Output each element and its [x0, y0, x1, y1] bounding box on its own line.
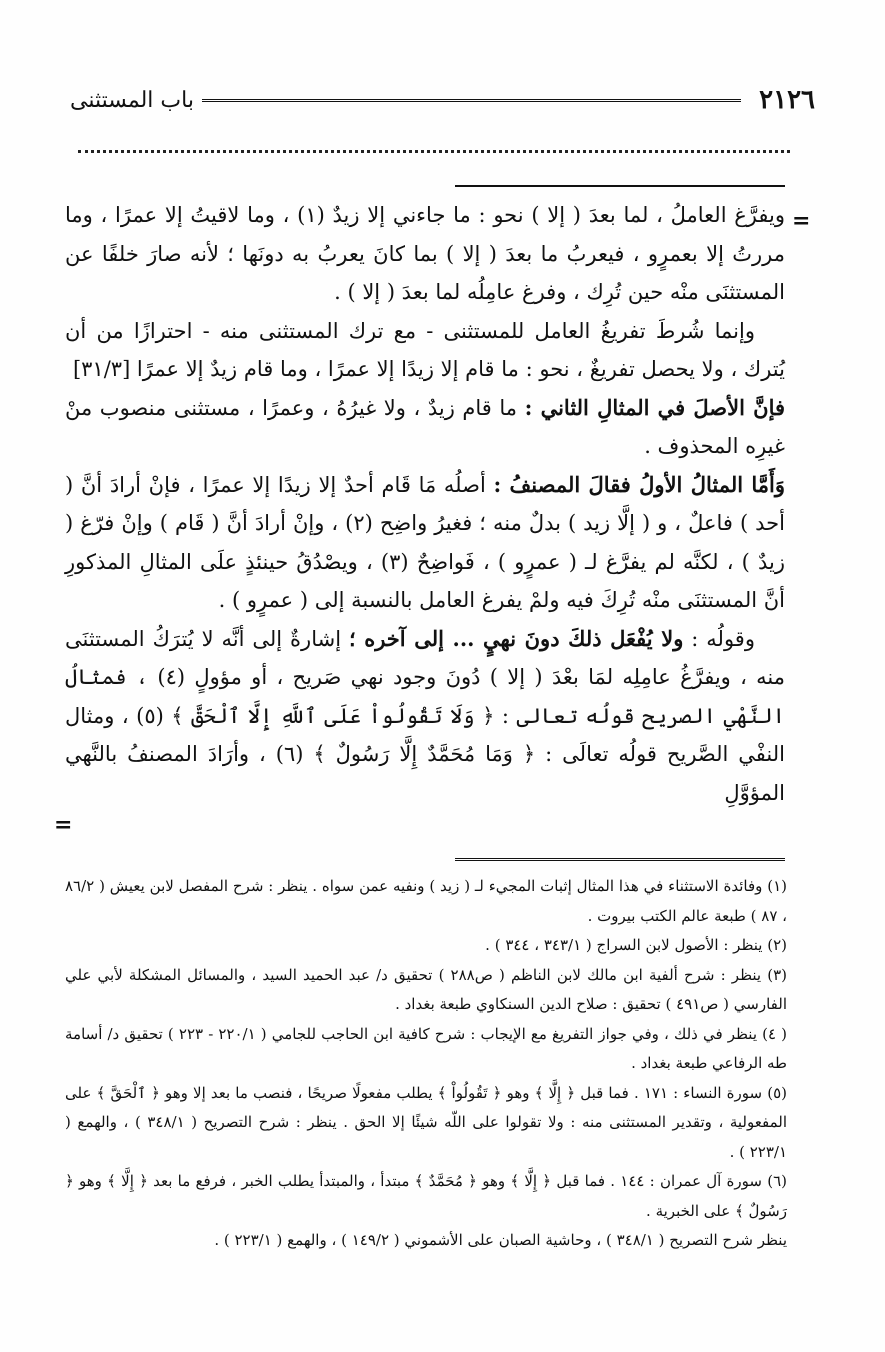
footnote-4: ( ٤) ينظر في ذلك ، وفي جواز التفريغ مع الإيجاب : شرح كافية ابن الحاجب للجامي ( ٢٢٠/١ - ٢٢٣ ) تحقيق د/ أسامة طه الرفاعي طبعة بغداد .: [65, 1024, 788, 1072]
top-rule: [455, 185, 785, 187]
paragraph-4: [65, 466, 785, 620]
footnote-5: (٥) سورة النساء : ١٧١ . فما قبل ﴿ إِلَّا ﴾ وهو ﴿ تَقُولُواْ ﴾ يطلب مفعولًا صريحًا ، فنصب ما بعد إلا وهو ﴿ ٱلْحَقَّ ﴾ على المفعولية ، وتقدير المستثنى منه : ولا تقولوا على اللّه شيئًا إلا الحق . ينظر : شرح التصريح ( ٣٤٨/١ ) ، والهمع ( ٢٢٣/١ ) .: [65, 1083, 787, 1161]
paragraph-3: [65, 389, 785, 466]
paragraph-text: ما قام زيدٌ ، ولا غيرُهُ ، وعمرًا ، مستثنى منصوب منْ غيرِه المحذوف .: [65, 395, 785, 458]
header-rule: [202, 99, 741, 102]
footnote-6: (٦) سورة آل عمران : ١٤٤ . فما قبل ﴿ إِلَّا ﴾ وهو ﴿ مُحَمَّدٌ ﴾ مبتدأ ، والمبتدأ يطلب الخبر ، فرفع ما بعد ﴿ إِلَّا ﴾ وهو ﴿ رَسُولٌ ﴾ على الخبرية .: [65, 1172, 787, 1220]
footnote-3: (٣) ينظر : شرح ألفية ابن مالك لابن الناظم ( ص٢٨٨ ) تحقيق د/ عبد الحميد السيد ، والمسائل المشكلة لأبي علي الفارسي ( ص٤٩١ ) تحقيق : صلاح الدين السنكاوي طبعة بغداد .: [65, 965, 787, 1013]
footnotes: [65, 872, 787, 1256]
footnote-6-references: ينظر شرح التصريح ( ٣٤٨/١ ) ، وحاشية الصبان على الأشموني ( ١٤٩/٢ ) ، والهمع ( ٢٢٣/١ ) .: [214, 1231, 787, 1249]
paragraph-1: ويفرَّغ العاملُ ، لما بعدَ ( إلا ) نحو : ما جاءني إلا زيدٌ (١) ، وما لاقيتُ إلا عمرًا ، وما مررتُ إلا بعمرٍو ، فيعربُ ما بعدَ ( إلا ) بما كانَ يعربُ به دونَها ؛ لأنه صارَ خلفًا عن المستثنَى منْه حين تُرِك ، وفرغ عامِلُه لما بعدَ ( إلا ) .: [65, 203, 785, 304]
dotted-separator: [78, 150, 790, 153]
page-number: ٢١٢٦: [759, 85, 815, 115]
footnote-1: (١) وفائدة الاستثناء في هذا المثال إثبات المجيء لـ ( زيد ) ونفيه عمن سواه . ينظر : شرح المفصل لابن يعيش ( ٨٦/٢ ، ٨٧ ) طبعة عالم الكتب بيروت .: [65, 877, 787, 925]
bold-phrase: ولا يُفْعَل ذلكَ دونَ نهيٍ ... إلى آخره ؛: [348, 625, 684, 651]
main-text: [65, 196, 785, 812]
paragraph-text: إشارةٌ إلى أنَّه لا يُترَكُ المستثنَى منه ، ويفرَّغُ عامِلِه لمَا بعْدَ ( إلا ) دُونَ وجود نهي صَريح ، أو مؤولٍ (٤) ، فمثالُ النَّهْي الصريح قولُه تعالى : ﴿ وَلَا تَقُولُواْ عَلَى ٱللَّهِ إِلَّا ٱلْحَقَّ ﴾ (٥) ، ومثال النفْي الصَّريح قولُه تعالَى : ﴿ وَمَا مُحَمَّدٌ إِلَّا رَسُولٌ ﴾ (٦) ، وأرَادَ المصنفُ بالنَّهي المؤوَّلِ: [65, 626, 786, 805]
continuation-mark-bottom: =: [54, 812, 73, 838]
bold-phrase: فإنَّ الأصلَ في المثالِ الثاني :: [524, 394, 786, 420]
bold-phrase: وَأَمَّا المثالُ الأولُ فقالَ المصنفُ :: [493, 471, 786, 497]
continuation-mark-top: =: [792, 208, 811, 234]
footnote-separator: [455, 858, 785, 861]
paragraph-5: [65, 620, 785, 813]
chapter-title: باب المستثنى: [70, 87, 194, 113]
running-header: [70, 80, 815, 120]
paragraph-text: أصلُه مَا قَام أحدٌ إلا زيدًا إلا عمرًا ، فإنْ أرادَ أنَّ ( أحد ) فاعلٌ ، و ( إلَّا زيد ) بدلٌ منه ؛ فغيرُ واضِح (٢) ، وإنْ أرادَ أنَّ ( قَام ) وإنْ فرّغ ( زيدٌ ) ، لكنَّه لم يفرَّغ لـ ( عمرٍو ) ، فَواضِحٌ (٣) ، ويصْدُقُ حينئذٍ علَى المثالِ المذكورِ أنَّ المستثنَى منْه تُرِكَ فيه ولمْ يفرغ العامل بالنسبة إلى ( عمرٍو ) .: [65, 472, 785, 612]
footnote-2: (٢) ينظر : الأصول لابن السراج ( ٣٤٣/١ ، ٣٤٤ ) .: [485, 936, 787, 954]
paragraph-text: وقولُه :: [683, 626, 755, 651]
paragraph-2: وإنما شُرطَ تفريغُ العامل للمستثنى - مع ترك المستثنى منه - احترازًا من أن يُترك ، ولا يحصل تفريغٌ ، نحو : ما قام إلا زيدًا إلا عمرًا ، وما قام زيدٌ إلا عمرًا [٣١/٣]: [65, 318, 785, 381]
